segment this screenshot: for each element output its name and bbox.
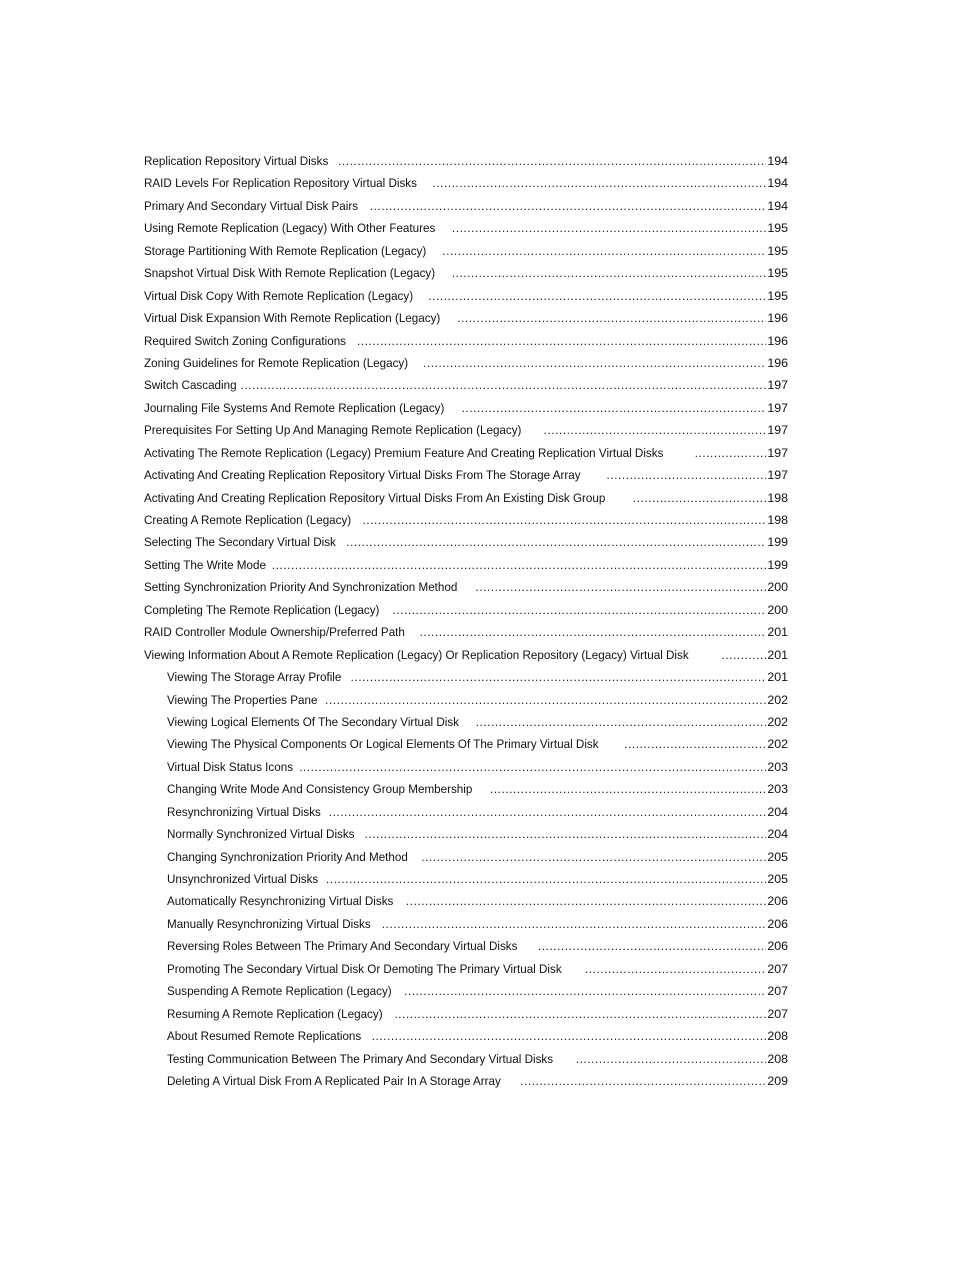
toc-entry[interactable]: [144, 531, 788, 553]
toc-entry-title: RAID Controller Module Ownership/Preferred Path: [144, 625, 405, 640]
toc-entry-title: Activating And Creating Replication Repository Virtual Disks From An Existing Disk Group: [144, 490, 606, 505]
toc-entry-page-number: 197: [767, 423, 788, 438]
dot-leader: [538, 935, 767, 957]
dot-leader: [372, 1025, 767, 1047]
dot-leader: [346, 531, 766, 553]
toc-entry[interactable]: [144, 666, 788, 688]
dot-leader: [490, 778, 766, 800]
toc-entry-page-number: 195: [767, 221, 788, 236]
dot-leader: [362, 509, 766, 531]
toc-entry-title: Virtual Disk Expansion With Remote Replication (Legacy): [144, 311, 441, 326]
toc-entry[interactable]: [144, 711, 788, 733]
toc-entry[interactable]: [144, 689, 788, 711]
dot-leader: [364, 823, 766, 845]
dot-leader: [351, 666, 767, 688]
toc-entry[interactable]: [144, 352, 788, 374]
dot-leader: [299, 756, 766, 778]
dot-leader: [392, 599, 766, 621]
dot-leader: [476, 711, 767, 733]
toc-entry-page-number: 207: [767, 1006, 788, 1021]
toc-entry[interactable]: [144, 913, 788, 935]
toc-entry-page-number: 208: [767, 1029, 788, 1044]
dot-leader: [432, 172, 766, 194]
toc-entry-title: Automatically Resynchronizing Virtual Disks: [167, 894, 394, 909]
toc-entry-page-number: 204: [767, 804, 788, 819]
toc-entry[interactable]: [144, 217, 788, 239]
dot-leader: [420, 621, 767, 643]
toc-entry-page-number: 202: [767, 692, 788, 707]
toc-entry-page-number: 197: [767, 400, 788, 415]
toc-entry-page-number: 196: [767, 355, 788, 370]
dot-leader: [338, 150, 766, 172]
dot-leader: [721, 644, 766, 666]
toc-entry-page-number: 205: [767, 872, 788, 886]
toc-entry-title: Creating A Remote Replication (Legacy): [144, 513, 352, 527]
toc-entry-page-number: 197: [767, 468, 788, 483]
dot-leader: [240, 374, 766, 396]
toc-entry-page-number: 200: [767, 580, 788, 595]
dot-leader: [457, 307, 766, 329]
toc-entry-page-number: 200: [767, 602, 788, 617]
toc-entry-title: Snapshot Virtual Disk With Remote Replication (Legacy): [144, 266, 436, 281]
toc-entry-title: Using Remote Replication (Legacy) With Other Features: [144, 221, 436, 236]
toc-entry[interactable]: [144, 599, 788, 621]
toc-entry[interactable]: [144, 307, 788, 329]
toc-entry[interactable]: [144, 958, 788, 980]
toc-entry-page-number: 195: [767, 243, 788, 258]
toc-entry-page-number: 197: [767, 445, 788, 460]
toc-entry-title: Journaling File Systems And Remote Replication (Legacy): [144, 400, 445, 415]
dot-leader: [326, 868, 766, 890]
toc-entry-title: Viewing Information About A Remote Replication (Legacy) Or Replication Repository (Legacy) Virtual Disk: [144, 647, 689, 662]
toc-entry[interactable]: [144, 778, 788, 800]
toc-entry[interactable]: [144, 1048, 788, 1070]
toc-entry[interactable]: [144, 150, 788, 172]
toc-entry[interactable]: [144, 487, 788, 509]
toc-entry[interactable]: [144, 397, 788, 419]
dot-leader: [406, 890, 767, 912]
toc-entry[interactable]: [144, 554, 788, 576]
toc-entry-title: Activating And Creating Replication Repository Virtual Disks From The Storage Array: [144, 468, 581, 483]
dot-leader: [382, 913, 767, 935]
toc-entry[interactable]: [144, 868, 788, 890]
table-of-contents: [144, 150, 788, 1092]
toc-entry-page-number: 206: [767, 939, 788, 954]
toc-entry-title: Testing Communication Between The Primary And Secondary Virtual Disks: [167, 1051, 554, 1066]
toc-entry[interactable]: [144, 195, 788, 217]
toc-entry-page-number: 201: [767, 670, 788, 685]
toc-entry-title: Reversing Roles Between The Primary And Secondary Virtual Disks: [167, 939, 518, 954]
dot-leader: [370, 195, 767, 217]
toc-entry[interactable]: [144, 576, 788, 598]
toc-entry[interactable]: [144, 935, 788, 957]
toc-entry[interactable]: [144, 846, 788, 868]
dot-leader: [452, 217, 766, 239]
toc-entry[interactable]: [144, 419, 788, 441]
toc-entry-page-number: 196: [767, 333, 788, 348]
toc-entry-page-number: 205: [767, 849, 788, 864]
dot-leader: [421, 846, 766, 868]
toc-entry[interactable]: [144, 890, 788, 912]
toc-entry-page-number: 196: [767, 311, 788, 326]
toc-entry-page-number: 194: [767, 198, 788, 213]
toc-entry-title: Changing Write Mode And Consistency Group Membership: [167, 782, 473, 797]
dot-leader: [404, 980, 766, 1002]
toc-entry[interactable]: [144, 262, 788, 284]
dot-leader: [633, 487, 767, 509]
toc-entry[interactable]: [144, 1003, 788, 1025]
toc-entry-page-number: 208: [767, 1051, 788, 1066]
toc-entry-page-number: 195: [767, 266, 788, 281]
toc-entry-title: Viewing The Storage Array Profile: [167, 670, 342, 685]
toc-entry-title: Completing The Remote Replication (Legacy): [144, 602, 380, 617]
dot-leader: [624, 733, 766, 755]
toc-entry[interactable]: [144, 733, 788, 755]
toc-entry-page-number: 203: [767, 759, 788, 774]
toc-entry[interactable]: [144, 285, 788, 307]
toc-entry[interactable]: [144, 442, 788, 464]
toc-entry-title: Switch Cascading: [144, 378, 237, 393]
toc-entry-title: Setting Synchronization Priority And Synchronization Method: [144, 580, 458, 595]
toc-entry[interactable]: [144, 240, 788, 262]
toc-entry-title: Primary And Secondary Virtual Disk Pairs: [144, 198, 359, 213]
toc-entry-page-number: 207: [767, 961, 788, 976]
toc-entry-title: Activating The Remote Replication (Legacy) Premium Feature And Creating Replication Virtual Disks: [144, 445, 664, 460]
toc-entry-title: Viewing Logical Elements Of The Secondary Virtual Disk: [167, 714, 459, 729]
dot-leader: [576, 1048, 767, 1070]
toc-entry-title: Prerequisites For Setting Up And Managing Remote Replication (Legacy): [144, 423, 522, 438]
toc-entry-page-number: 206: [767, 894, 788, 909]
dot-leader: [394, 1003, 766, 1025]
toc-entry-title: RAID Levels For Replication Repository Virtual Disks: [144, 176, 417, 191]
toc-entry[interactable]: [144, 801, 788, 823]
toc-entry-title: Unsynchronized Virtual Disks: [167, 872, 319, 886]
toc-entry-page-number: 203: [767, 782, 788, 797]
dot-leader: [442, 240, 766, 262]
dot-leader: [544, 419, 767, 441]
toc-entry-title: Setting The Write Mode: [144, 557, 266, 572]
toc-entry-page-number: 201: [767, 625, 788, 640]
toc-entry[interactable]: [144, 172, 788, 194]
toc-entry-title: About Resumed Remote Replications: [167, 1029, 362, 1044]
dot-leader: [423, 352, 766, 374]
toc-entry-page-number: 197: [767, 378, 788, 393]
toc-entry-title: Zoning Guidelines for Remote Replication (Legacy): [144, 355, 409, 370]
toc-entry-page-number: 198: [767, 490, 788, 505]
dot-leader: [357, 330, 766, 352]
toc-entry[interactable]: [144, 464, 788, 486]
toc-entry-page-number: 198: [767, 513, 788, 527]
toc-entry-title: Virtual Disk Copy With Remote Replication (Legacy): [144, 288, 414, 303]
toc-entry-title: Storage Partitioning With Remote Replication (Legacy): [144, 243, 427, 258]
dot-leader: [428, 285, 766, 307]
dot-leader: [325, 689, 766, 711]
dot-leader: [695, 442, 767, 464]
toc-entry-page-number: 206: [767, 916, 788, 931]
toc-entry[interactable]: [144, 509, 788, 531]
toc-entry-page-number: 202: [767, 714, 788, 729]
toc-entry[interactable]: [144, 1070, 788, 1092]
toc-entry-title: Resuming A Remote Replication (Legacy): [167, 1006, 383, 1021]
toc-entry-page-number: 194: [767, 176, 788, 191]
toc-entry[interactable]: [144, 1025, 788, 1047]
dot-leader: [272, 554, 767, 576]
toc-entry[interactable]: [144, 621, 788, 643]
toc-entry-title: Resynchronizing Virtual Disks: [167, 804, 321, 819]
toc-entry-title: Selecting The Secondary Virtual Disk: [144, 535, 336, 550]
dot-leader: [585, 958, 766, 980]
toc-entry-page-number: 204: [767, 827, 788, 842]
toc-entry[interactable]: [144, 756, 788, 778]
toc-entry-title: Viewing The Physical Components Or Logical Elements Of The Primary Virtual Disk: [167, 737, 599, 752]
toc-entry[interactable]: [144, 823, 788, 845]
toc-entry[interactable]: [144, 980, 788, 1002]
dot-leader: [606, 464, 766, 486]
toc-entry-page-number: 209: [767, 1073, 788, 1088]
toc-entry[interactable]: [144, 330, 788, 352]
toc-entry-title: Viewing The Properties Pane: [167, 692, 318, 707]
toc-entry-title: Promoting The Secondary Virtual Disk Or Demoting The Primary Virtual Disk: [167, 961, 562, 976]
toc-entry-page-number: 194: [767, 154, 788, 168]
dot-leader: [462, 397, 767, 419]
toc-entry-page-number: 199: [767, 557, 788, 572]
toc-entry[interactable]: [144, 644, 788, 666]
toc-entry-page-number: 207: [767, 984, 788, 999]
toc-entry-title: Suspending A Remote Replication (Legacy): [167, 984, 392, 999]
dot-leader: [452, 262, 767, 284]
toc-entry-title: Manually Resynchronizing Virtual Disks: [167, 916, 371, 931]
toc-entry-page-number: 201: [767, 647, 788, 662]
toc-entry[interactable]: [144, 374, 788, 396]
dot-leader: [520, 1070, 766, 1092]
toc-entry-title: Changing Synchronization Priority And Method: [167, 849, 408, 864]
toc-entry-title: Deleting A Virtual Disk From A Replicated Pair In A Storage Array: [167, 1073, 501, 1088]
toc-entry-title: Normally Synchronized Virtual Disks: [167, 827, 355, 842]
toc-entry-page-number: 202: [767, 737, 788, 752]
toc-entry-title: Virtual Disk Status Icons: [167, 759, 294, 774]
dot-leader: [329, 801, 767, 823]
toc-entry-title: Replication Repository Virtual Disks: [144, 154, 329, 168]
toc-entry-title: Required Switch Zoning Configurations: [144, 333, 346, 348]
toc-entry-page-number: 199: [767, 535, 788, 550]
toc-entry-page-number: 195: [767, 288, 788, 303]
dot-leader: [475, 576, 766, 598]
